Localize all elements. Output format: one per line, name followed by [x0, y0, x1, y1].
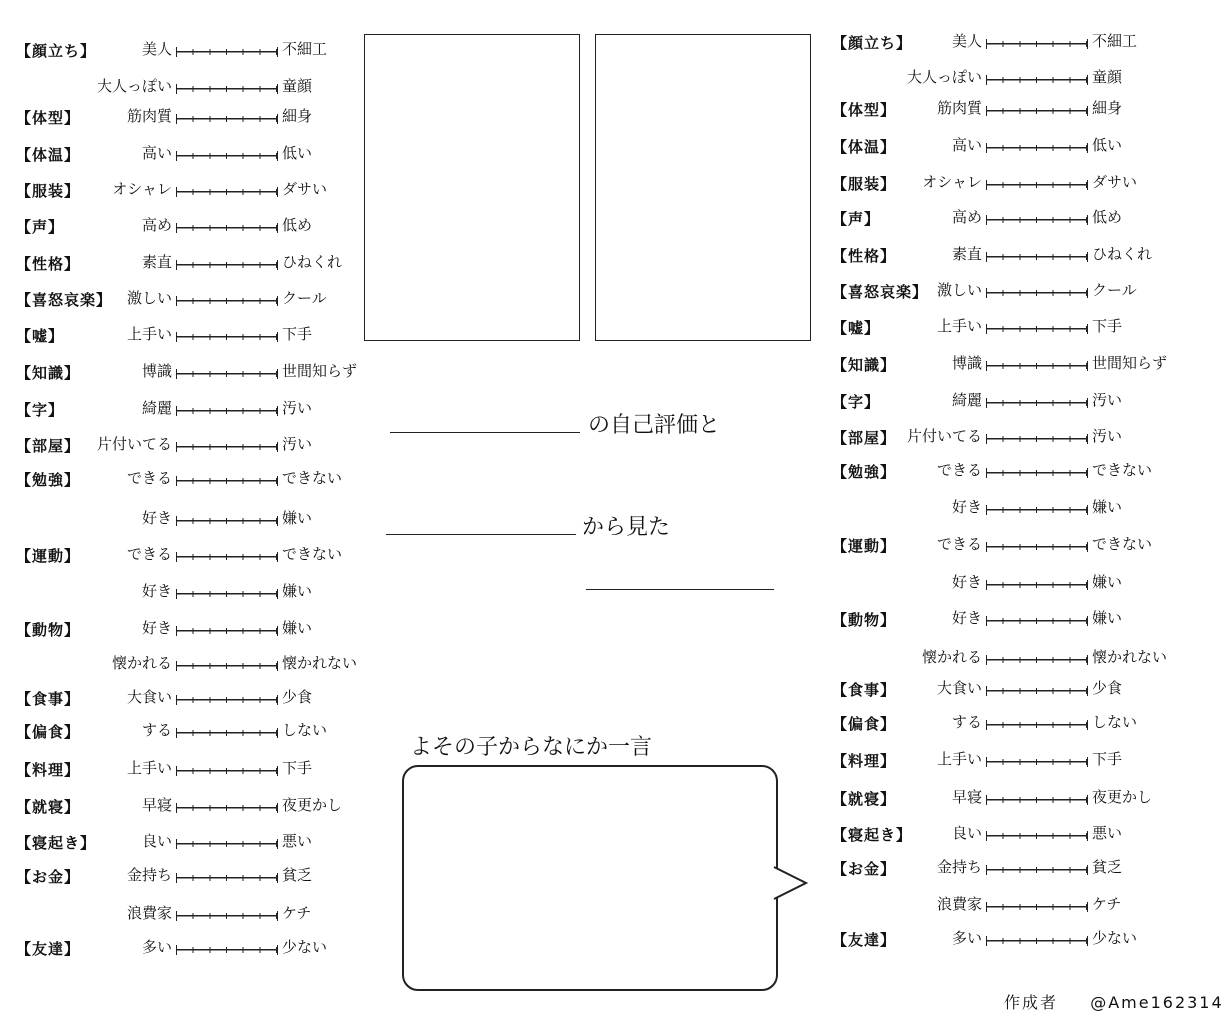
right-trait-label: 世間知らず	[1092, 354, 1168, 372]
rating-scale-slider[interactable]	[986, 580, 1088, 590]
category-label: 【就寝】	[16, 798, 81, 816]
rating-scale-slider[interactable]	[176, 695, 278, 705]
category-label: 【料理】	[832, 752, 897, 770]
left-trait-label: オシャレ	[112, 180, 172, 198]
category-label: 【勉強】	[832, 463, 897, 481]
rating-scale-slider[interactable]	[176, 766, 278, 776]
left-trait-label: する	[951, 713, 982, 731]
author-handle: @Ame162314	[1090, 993, 1224, 1012]
rating-row	[832, 171, 1192, 201]
category-label: 【お金】	[832, 860, 897, 878]
rating-row	[16, 397, 376, 427]
left-trait-label: オシャレ	[922, 173, 982, 191]
left-trait-label: 筋肉質	[126, 107, 172, 125]
category-label: 【お金】	[16, 868, 81, 886]
left-trait-label: 素直	[951, 245, 982, 263]
right-trait-label: ダサい	[1092, 173, 1138, 191]
rating-row	[16, 467, 376, 497]
rating-row	[832, 786, 1192, 816]
right-trait-label: 嫌い	[1092, 609, 1123, 627]
rating-scale-slider[interactable]	[986, 902, 1088, 912]
rating-row	[832, 352, 1192, 382]
left-trait-label: 綺麗	[141, 399, 172, 417]
category-label: 【友達】	[832, 931, 897, 949]
category-label: 【動物】	[16, 621, 81, 639]
rating-scale-slider[interactable]	[986, 180, 1088, 190]
category-label: 【顔立ち】	[832, 34, 913, 52]
left-trait-label: 金持ち	[126, 866, 172, 884]
right-trait-label: ケチ	[1092, 895, 1122, 913]
left-trait-label: 高い	[951, 136, 982, 154]
rating-scale-slider[interactable]	[176, 728, 278, 738]
rating-row	[16, 251, 376, 281]
left-trait-label: 大食い	[936, 679, 982, 697]
left-trait-label: 上手い	[936, 317, 982, 335]
right-trait-label: できない	[1092, 535, 1153, 553]
rating-scale-slider[interactable]	[176, 187, 278, 197]
category-label: 【顔立ち】	[16, 42, 97, 60]
rating-row	[832, 389, 1192, 419]
left-trait-label: 多い	[141, 938, 172, 956]
right-trait-label: 悪い	[282, 832, 313, 850]
rating-scale-slider[interactable]	[986, 795, 1088, 805]
right-trait-label: できない	[1092, 461, 1153, 479]
right-trait-label: 世間知らず	[282, 362, 358, 380]
rating-scale-slider[interactable]	[176, 114, 278, 124]
rating-scale-slider[interactable]	[986, 686, 1088, 696]
rating-row	[832, 134, 1192, 164]
rating-scale-slider[interactable]	[986, 288, 1088, 298]
right-trait-label: 少食	[1092, 679, 1123, 697]
category-label: 【寝起き】	[832, 826, 913, 844]
rating-scale-slider[interactable]	[986, 655, 1088, 665]
comment-speech-bubble[interactable]	[402, 765, 778, 991]
left-trait-label: 早寝	[951, 788, 982, 806]
rating-row	[832, 66, 1192, 96]
rating-scale-slider[interactable]	[176, 406, 278, 416]
left-trait-label: 上手い	[936, 750, 982, 768]
left-trait-label: 好き	[951, 609, 982, 627]
right-trait-label: できない	[282, 545, 343, 563]
right-trait-label: 細身	[282, 107, 313, 125]
left-trait-label: 博識	[141, 362, 172, 380]
rating-row	[16, 360, 376, 390]
rating-row	[16, 902, 376, 932]
rating-row	[832, 748, 1192, 778]
category-label: 【喜怒哀楽】	[832, 283, 929, 301]
rating-scale-slider[interactable]	[986, 865, 1088, 875]
rating-scale-slider[interactable]	[986, 75, 1088, 85]
right-trait-label: 低め	[282, 216, 313, 234]
rating-scale-slider[interactable]	[176, 803, 278, 813]
left-trait-label: 好き	[951, 573, 982, 591]
rating-row	[16, 830, 376, 860]
right-trait-label: 悪い	[1092, 824, 1123, 842]
left-trait-label: 多い	[951, 929, 982, 947]
category-label: 【友達】	[16, 940, 81, 958]
rating-scale-slider[interactable]	[986, 143, 1088, 153]
left-trait-label: する	[141, 721, 172, 739]
rating-row	[832, 243, 1192, 273]
rating-scale-slider[interactable]	[986, 831, 1088, 841]
category-label: 【嘘】	[832, 319, 881, 337]
right-trait-label: 嫌い	[1092, 573, 1123, 591]
left-trait-label: 好き	[141, 509, 172, 527]
rating-row	[16, 75, 376, 105]
rating-row	[16, 652, 376, 682]
right-trait-label: 嫌い	[1092, 498, 1123, 516]
rating-row	[832, 97, 1192, 127]
rating-row	[16, 507, 376, 537]
rating-scale-slider[interactable]	[986, 434, 1088, 444]
rating-scale-slider[interactable]	[986, 398, 1088, 408]
right-trait-label: できない	[282, 469, 343, 487]
rating-row	[832, 822, 1192, 852]
category-label: 【性格】	[832, 247, 897, 265]
rating-row	[16, 864, 376, 894]
rating-row	[832, 533, 1192, 563]
name-blank-self[interactable]	[390, 412, 580, 433]
rating-scale-slider[interactable]	[986, 106, 1088, 116]
category-label: 【部屋】	[16, 437, 81, 455]
rating-scale-slider[interactable]	[176, 516, 278, 526]
rating-scale-slider[interactable]	[986, 616, 1088, 626]
left-trait-label: 金持ち	[936, 858, 982, 876]
right-trait-label: しない	[282, 721, 328, 739]
left-trait-label: 美人	[141, 40, 172, 58]
rating-scale-slider[interactable]	[176, 84, 278, 94]
left-trait-label: 大食い	[126, 688, 172, 706]
right-trait-label: 懐かれない	[1092, 648, 1168, 666]
rating-row	[16, 936, 376, 966]
right-trait-label: クール	[282, 289, 327, 307]
right-trait-label: 嫌い	[282, 509, 313, 527]
rating-row	[832, 496, 1192, 526]
right-trait-label: 汚い	[1092, 391, 1123, 409]
right-photo-frame[interactable]	[595, 34, 811, 341]
right-trait-label: 下手	[282, 325, 313, 343]
rating-scale-slider[interactable]	[176, 552, 278, 562]
left-trait-label: 浪費家	[936, 895, 982, 913]
rating-row	[16, 142, 376, 172]
rating-scale-slider[interactable]	[176, 839, 278, 849]
category-label: 【寝起き】	[16, 834, 97, 852]
right-trait-label: ケチ	[282, 904, 312, 922]
right-trait-label: 低い	[1092, 136, 1123, 154]
left-trait-label: 片付いてる	[906, 427, 982, 445]
rating-row	[16, 794, 376, 824]
left-trait-label: 好き	[141, 582, 172, 600]
left-trait-label: 上手い	[126, 759, 172, 777]
rating-row	[16, 580, 376, 610]
rating-row	[832, 646, 1192, 676]
rating-scale-slider[interactable]	[986, 39, 1088, 49]
category-label: 【偏食】	[16, 723, 81, 741]
rating-row	[832, 279, 1192, 309]
rating-row	[16, 178, 376, 208]
category-label: 【体温】	[832, 138, 897, 156]
rating-scale-slider[interactable]	[176, 151, 278, 161]
rating-scale-slider[interactable]	[176, 476, 278, 486]
rating-row	[832, 893, 1192, 923]
rating-scale-slider[interactable]	[176, 626, 278, 636]
right-trait-label: 夜更かし	[282, 796, 343, 814]
name-blank-target[interactable]	[586, 569, 774, 590]
rating-scale-slider[interactable]	[986, 936, 1088, 946]
left-trait-label: 博識	[951, 354, 982, 372]
name-blank-other[interactable]	[386, 514, 576, 535]
category-label: 【服装】	[832, 175, 897, 193]
category-label: 【体型】	[832, 101, 897, 119]
rating-row	[832, 206, 1192, 236]
rating-row	[832, 856, 1192, 886]
seen-from-caption: から見た	[582, 515, 671, 540]
category-label: 【性格】	[16, 255, 81, 273]
category-label: 【字】	[16, 401, 65, 419]
rating-row	[832, 459, 1192, 489]
category-label: 【部屋】	[832, 429, 897, 447]
rating-scale-slider[interactable]	[176, 945, 278, 955]
rating-scale-slider[interactable]	[176, 873, 278, 883]
left-trait-label: 上手い	[126, 325, 172, 343]
category-label: 【料理】	[16, 761, 81, 779]
right-trait-label: 低め	[1092, 208, 1123, 226]
rating-scale-slider[interactable]	[986, 720, 1088, 730]
right-trait-label: 童顔	[1092, 68, 1123, 86]
right-trait-label: 不細工	[1092, 32, 1138, 50]
left-trait-label: 綺麗	[951, 391, 982, 409]
right-trait-label: ひねくれ	[282, 253, 343, 271]
right-trait-label: 少ない	[282, 938, 328, 956]
left-trait-label: 片付いてる	[96, 435, 172, 453]
rating-row	[16, 105, 376, 135]
left-trait-label: できる	[126, 469, 172, 487]
category-label: 【食事】	[832, 681, 897, 699]
right-trait-label: 下手	[282, 759, 313, 777]
right-trait-label: 嫌い	[282, 619, 313, 637]
right-trait-label: しない	[1092, 713, 1138, 731]
rating-row	[16, 686, 376, 716]
rating-scale-slider[interactable]	[986, 757, 1088, 767]
rating-row	[16, 323, 376, 353]
author-label: 作成者	[1004, 993, 1059, 1012]
rating-row	[16, 214, 376, 244]
rating-scale-slider[interactable]	[986, 468, 1088, 478]
rating-scale-slider[interactable]	[986, 215, 1088, 225]
left-trait-label: 高め	[141, 216, 172, 234]
rating-scale-slider[interactable]	[176, 296, 278, 306]
rating-row	[832, 315, 1192, 345]
right-trait-label: 下手	[1092, 750, 1123, 768]
rating-row	[832, 677, 1192, 707]
right-trait-label: 童顔	[282, 77, 313, 95]
rating-row	[16, 617, 376, 647]
left-trait-label: 懐かれる	[921, 648, 982, 666]
rating-row	[832, 927, 1192, 957]
right-trait-label: 細身	[1092, 99, 1123, 117]
category-label: 【字】	[832, 393, 881, 411]
category-label: 【運動】	[832, 537, 897, 555]
category-label: 【食事】	[16, 690, 81, 708]
left-trait-label: 良い	[951, 824, 982, 842]
rating-scale-slider[interactable]	[176, 47, 278, 57]
left-trait-label: できる	[936, 461, 982, 479]
left-trait-label: 浪費家	[126, 904, 172, 922]
right-trait-label: 貧乏	[1092, 858, 1123, 876]
category-label: 【知識】	[832, 356, 897, 374]
left-trait-label: できる	[936, 535, 982, 553]
left-trait-label: 懐かれる	[111, 654, 172, 672]
left-trait-label: 筋肉質	[936, 99, 982, 117]
rating-row	[16, 719, 376, 749]
left-trait-label: 美人	[951, 32, 982, 50]
right-trait-label: 貧乏	[282, 866, 313, 884]
comment-heading: よその子からなにか一言	[410, 735, 653, 760]
category-label: 【知識】	[16, 364, 81, 382]
left-trait-label: できる	[126, 545, 172, 563]
right-trait-label: ひねくれ	[1092, 245, 1153, 263]
self-eval-caption: の自己評価と	[588, 413, 721, 438]
rating-row	[832, 571, 1192, 601]
category-label: 【体型】	[16, 109, 81, 127]
rating-scale-slider[interactable]	[176, 442, 278, 452]
category-label: 【服装】	[16, 182, 81, 200]
rating-scale-slider[interactable]	[176, 911, 278, 921]
category-label: 【就寝】	[832, 790, 897, 808]
left-trait-label: 大人っぽい	[96, 77, 172, 95]
rating-row	[16, 38, 376, 68]
right-trait-label: 不細工	[282, 40, 328, 58]
speech-bubble-tail	[772, 865, 812, 905]
right-trait-label: 汚い	[282, 399, 313, 417]
right-trait-label: 汚い	[1092, 427, 1123, 445]
right-trait-label: 嫌い	[282, 582, 313, 600]
rating-scale-slider[interactable]	[986, 252, 1088, 262]
category-label: 【喜怒哀楽】	[16, 291, 113, 309]
category-label: 【運動】	[16, 547, 81, 565]
category-label: 【体温】	[16, 146, 81, 164]
rating-scale-slider[interactable]	[176, 332, 278, 342]
left-trait-label: 激しい	[126, 289, 172, 307]
left-trait-label: 高め	[951, 208, 982, 226]
left-trait-label: 大人っぽい	[906, 68, 982, 86]
rating-scale-slider[interactable]	[986, 361, 1088, 371]
left-trait-label: 高い	[141, 144, 172, 162]
rating-scale-slider[interactable]	[176, 260, 278, 270]
left-trait-label: 良い	[141, 832, 172, 850]
rating-row	[832, 711, 1192, 741]
rating-scale-slider[interactable]	[986, 324, 1088, 334]
category-label: 【動物】	[832, 611, 897, 629]
right-trait-label: 少食	[282, 688, 313, 706]
rating-row	[832, 425, 1192, 455]
left-trait-label: 素直	[141, 253, 172, 271]
left-photo-frame[interactable]	[364, 34, 580, 341]
rating-row	[16, 433, 376, 463]
right-trait-label: 低い	[282, 144, 313, 162]
rating-scale-slider[interactable]	[176, 369, 278, 379]
category-label: 【声】	[832, 210, 881, 228]
category-label: 【勉強】	[16, 471, 81, 489]
left-trait-label: 好き	[951, 498, 982, 516]
rating-scale-slider[interactable]	[176, 661, 278, 671]
category-label: 【嘘】	[16, 327, 65, 345]
rating-scale-slider[interactable]	[986, 542, 1088, 552]
rating-scale-slider[interactable]	[176, 223, 278, 233]
right-trait-label: クール	[1092, 281, 1137, 299]
category-label: 【声】	[16, 218, 65, 236]
rating-row	[16, 757, 376, 787]
rating-row	[832, 607, 1192, 637]
rating-scale-slider[interactable]	[176, 589, 278, 599]
category-label: 【偏食】	[832, 715, 897, 733]
left-trait-label: 好き	[141, 619, 172, 637]
rating-scale-slider[interactable]	[986, 505, 1088, 515]
left-trait-label: 激しい	[936, 281, 982, 299]
author-credit	[1004, 990, 1224, 1013]
left-trait-label: 早寝	[141, 796, 172, 814]
right-trait-label: 懐かれない	[282, 654, 358, 672]
right-trait-label: 少ない	[1092, 929, 1138, 947]
right-trait-label: 汚い	[282, 435, 313, 453]
rating-row	[832, 30, 1192, 60]
rating-row	[16, 287, 376, 317]
rating-row	[16, 543, 376, 573]
right-trait-label: ダサい	[282, 180, 328, 198]
right-trait-label: 夜更かし	[1092, 788, 1153, 806]
right-trait-label: 下手	[1092, 317, 1123, 335]
